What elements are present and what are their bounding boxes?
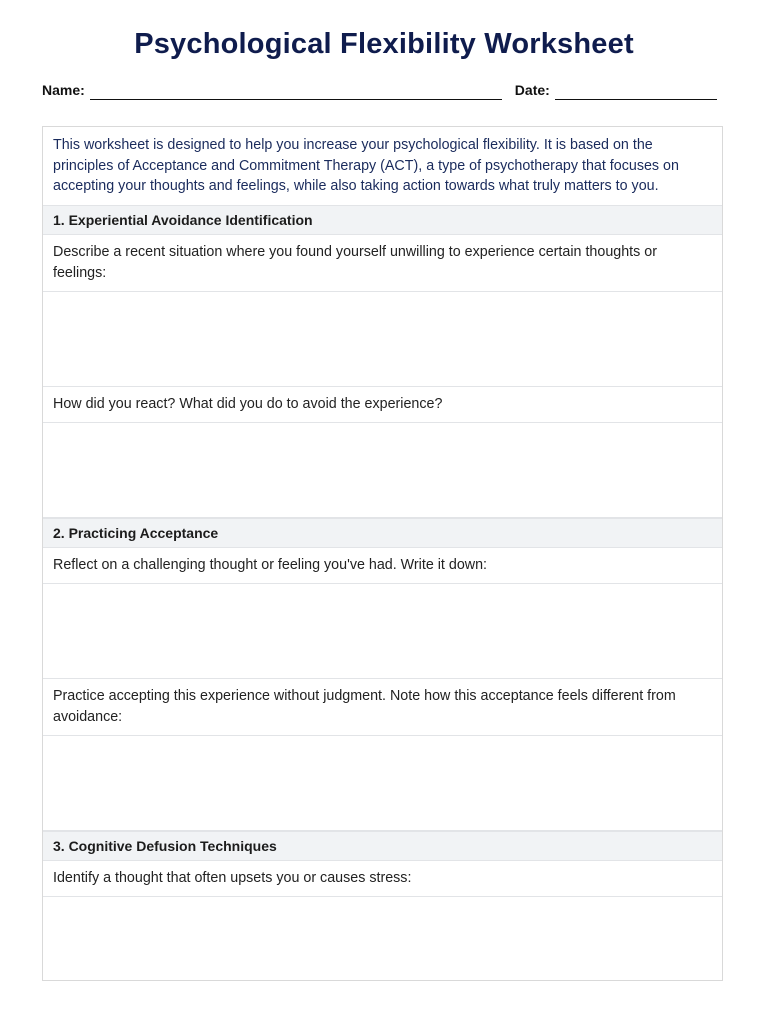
question-prompt: How did you react? What did you do to avoid the experience? xyxy=(43,387,722,423)
date-field[interactable] xyxy=(555,83,717,100)
worksheet-table xyxy=(42,126,723,981)
answer-box[interactable] xyxy=(43,423,722,518)
answer-box[interactable] xyxy=(43,584,722,679)
question-prompt: Practice accepting this experience without judgment. Note how this acceptance feels different from avoidance: xyxy=(43,679,722,736)
header-fields xyxy=(42,78,718,100)
page-title: Psychological Flexibility Worksheet xyxy=(134,28,634,60)
name-field[interactable] xyxy=(90,83,502,100)
section-heading-1: 1. Experiential Avoidance Identification xyxy=(43,205,722,235)
section-heading-3: 3. Cognitive Defusion Techniques xyxy=(43,831,722,861)
question-prompt: Reflect on a challenging thought or feeling you've had. Write it down: xyxy=(43,548,722,584)
question-prompt: Describe a recent situation where you found yourself unwilling to experience certain thoughts or feelings: xyxy=(43,235,722,292)
answer-box[interactable] xyxy=(43,736,722,831)
answer-box[interactable] xyxy=(43,897,722,981)
name-label: Name: xyxy=(42,82,85,98)
date-label: Date: xyxy=(514,82,550,98)
question-prompt: Identify a thought that often upsets you or causes stress: xyxy=(43,861,722,897)
intro-text: This worksheet is designed to help you increase your psychological flexibility. It is based on the principles of Acceptance and Commitment Therapy (ACT), a type of psychotherapy that focuses on accepting your thoughts and feelings, while also taking action towards what truly matters to you. xyxy=(53,137,679,194)
section-heading-2: 2. Practicing Acceptance xyxy=(43,518,722,548)
answer-box[interactable] xyxy=(43,292,722,387)
